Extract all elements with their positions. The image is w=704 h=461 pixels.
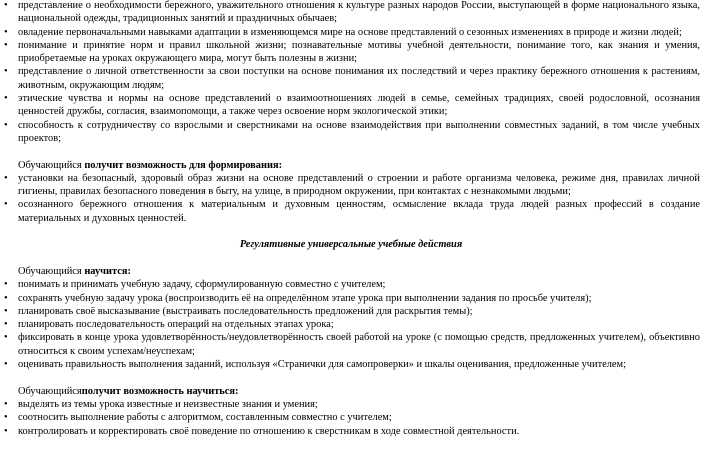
- list-item: • сохранять учебную задачу урока (воспроизводить её на определённом этапе урока при выполнении задания по просьбе учителя);: [4, 292, 592, 304]
- bullet-marker: •: [4, 425, 8, 437]
- section-heading: Регулятивные универсальные учебные действия: [239, 239, 463, 251]
- list-item: • представление о необходимости бережного, уважительного отношения к культуре разных народов России, выступающей в форме национального языка, национальной одежды, традиционных занятий и праздничных обычаев;: [4, 0, 700, 25]
- list-item: • осознанного бережного отношения к материальным и духовным ценностям, осмысление вклада труда людей разных профессий в создание материальных и духовных ценностей.: [4, 199, 700, 224]
- list-item: • представление о личной ответственности за свои поступки на основе понимания их последствий и через практику бережного отношения к растениям, животным, окружающим людям;: [4, 66, 700, 91]
- personal-results-list: [2, 0, 700, 145]
- bullet-marker: •: [4, 172, 8, 184]
- bullet-marker: •: [4, 359, 8, 371]
- regulatory-opportunity-list: [2, 398, 700, 438]
- list-item: • этические чувства и нормы на основе представлений о взаимоотношениях людей в семье, семейных традициях, своей родословной, осознания ценностей дружбы, согласия, взаимопомощи, а также через освоение норм экологической этики;: [4, 93, 700, 118]
- bullet-marker: •: [4, 199, 8, 211]
- section-lead: Обучающийсяполучит возможность научиться:: [18, 385, 239, 397]
- list-item: • соотносить выполнение работы с алгоритмом, составленным совместно с учителем;: [4, 412, 392, 424]
- list-item: • оценивать правильность выполнения заданий, используя «Странички для самопроверки» и шкалы оценивания, предложенные учителем;: [4, 359, 626, 371]
- bullet-marker: •: [4, 26, 8, 38]
- bullet-marker: •: [4, 319, 8, 331]
- opportunity-list: [2, 172, 700, 225]
- bullet-marker: •: [4, 119, 8, 131]
- section-lead: Обучающийся получит возможность для формирования:: [18, 159, 283, 171]
- bullet-marker: •: [4, 39, 8, 51]
- list-item: • понимание и принятие норм и правил школьной жизни; познавательные мотивы учебной деятельности, понимание того, как знания и умения, приобретаемые на уроках окружающего мира, могут быть полезны в жизни;: [4, 39, 700, 65]
- list-item: • понимать и принимать учебную задачу, сформулированную совместно с учителем;: [4, 279, 386, 291]
- bullet-marker: •: [4, 279, 8, 291]
- bullet-marker: •: [4, 66, 8, 78]
- list-item: • выделять из темы урока известные и неизвестные знания и умения;: [4, 398, 318, 410]
- list-item: • планировать последовательность операций на отдельных этапах урока;: [4, 319, 334, 331]
- bullet-marker: •: [4, 332, 8, 344]
- list-item: • контролировать и корректировать своё поведение по отношению к сверстникам в ходе совместной деятельности.: [4, 425, 520, 437]
- list-item: • способность к сотрудничеству со взрослыми и сверстниками на основе взаимодействия при выполнении совместных заданий, в том числе учебных проектов;: [4, 119, 700, 144]
- bullet-marker: •: [4, 305, 8, 317]
- list-item: • овладение первоначальными навыками адаптации в изменяющемся мире на основе представлений о сезонных изменениях в природе и жизни людей;: [4, 26, 682, 38]
- bullet-marker: •: [4, 292, 8, 304]
- bullet-marker: •: [4, 93, 8, 105]
- regulatory-skills-list: [2, 278, 700, 371]
- bullet-marker: •: [4, 398, 8, 410]
- list-item: • установки на безопасный, здоровый образ жизни на основе представлений о строении и работе организма человека, режиме дня, правилах личной гигиены, правилах безопасного поведения в быту, на улице, в природном окружении, при контактах с незнакомыми людьми;: [4, 172, 700, 198]
- document-page: [2, 0, 700, 438]
- list-item: • планировать своё высказывание (выстраивать последовательность предложений для раскрытия темы);: [4, 305, 473, 317]
- list-item: • фиксировать в конце урока удовлетворённость/неудовлетворённость своей работой на уроке (с помощью средств, предложенных учителем), объективно относиться к своим успехам/неуспехам;: [4, 332, 700, 357]
- section-lead: Обучающийся научится:: [18, 265, 131, 277]
- bullet-marker: •: [4, 0, 8, 11]
- bullet-marker: •: [4, 412, 8, 424]
